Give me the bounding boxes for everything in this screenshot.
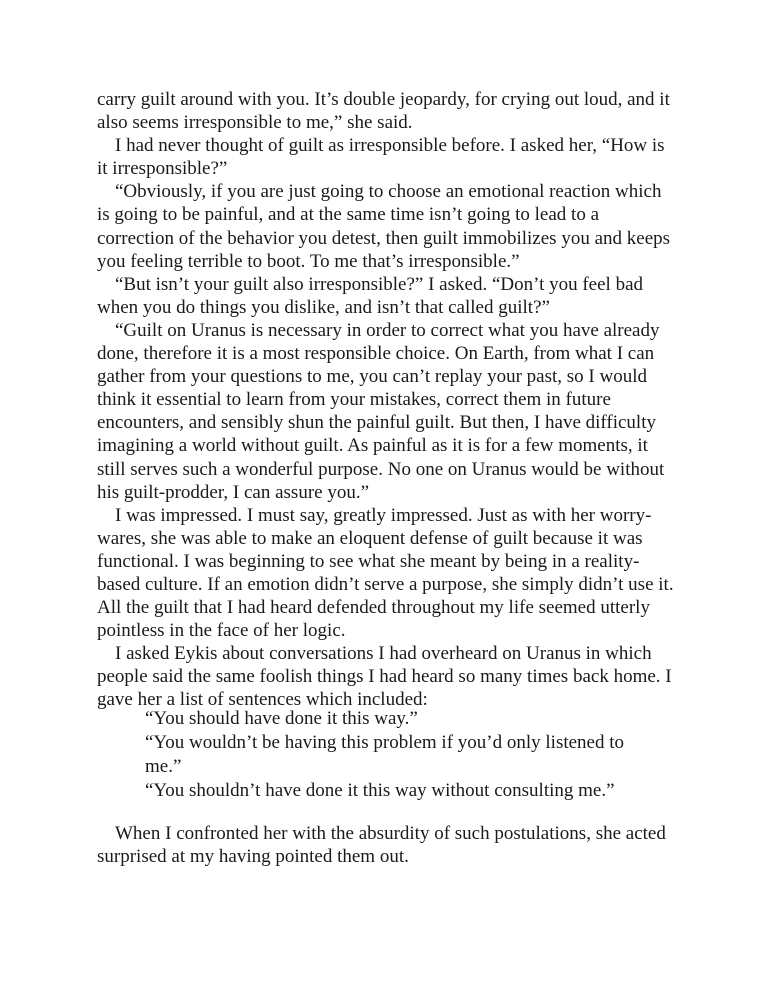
body-text-line: it irresponsible?” — [97, 158, 228, 180]
body-text-line: All the guilt that I had heard defended throughout my life seemed utterly — [97, 597, 650, 619]
body-text-line: functional. I was beginning to see what she meant by being in a reality- — [97, 550, 640, 572]
quote-line: “You should have done it this way.” — [145, 708, 418, 729]
body-text-line: still serves such a wonderful purpose. No one on Uranus would be without — [97, 458, 665, 480]
quote-line: me.” — [145, 756, 182, 778]
body-text-line: encounters, and sensibly shun the painful guilt. But then, I have difficulty — [97, 412, 656, 434]
body-text-line: think it essential to learn from your mistakes, correct them in future — [97, 389, 611, 411]
quoted-sentences — [145, 707, 645, 803]
body-text-line: you feeling terrible to boot. To me that’s irresponsible.” — [97, 250, 520, 272]
body-text-line: pointless in the face of her logic. — [97, 620, 346, 642]
body-text-line: “But isn’t your guilt also irresponsible?” I asked. “Don’t you feel bad — [115, 273, 644, 295]
body-text-line: “Obviously, if you are just going to choose an emotional reaction which — [115, 181, 662, 203]
body-text-line: when you do things you dislike, and isn’t that called guilt?” — [97, 296, 550, 318]
body-text-line: his guilt-prodder, I can assure you.” — [97, 481, 370, 503]
body-text-line: also seems irresponsible to me,” she said. — [97, 112, 413, 134]
closing-line: surprised at my having pointed them out. — [97, 846, 409, 868]
body-text-line: I asked Eykis about conversations I had overheard on Uranus in which — [115, 643, 652, 665]
body-text-line: imagining a world without guilt. As painful as it is for a few moments, it — [97, 435, 648, 457]
body-text-line: gave her a list of sentences which included: — [97, 689, 428, 711]
body-text-line: based culture. If an emotion didn’t serve a purpose, she simply didn’t use it. — [97, 573, 674, 595]
body-text-line: I had never thought of guilt as irresponsible before. I asked her, “How is — [115, 135, 665, 157]
quote-line: “You wouldn’t be having this problem if you’d only listened to — [145, 732, 625, 754]
body-text-line: wares, she was able to make an eloquent defense of guilt because it was — [97, 527, 643, 549]
body-text-line: “Guilt on Uranus is necessary in order to correct what you have already — [115, 319, 660, 341]
body-text-line: people said the same foolish things I had heard so many times back home. I — [97, 666, 672, 688]
body-text — [97, 88, 677, 712]
body-text-line: is going to be painful, and at the same time isn’t going to lead to a — [97, 204, 599, 226]
body-text-line: I was impressed. I must say, greatly impressed. Just as with her worry- — [115, 504, 652, 526]
body-text-line: correction of the behavior you detest, then guilt immobilizes you and keeps — [97, 227, 671, 249]
body-text-line: carry guilt around with you. It’s double jeopardy, for crying out loud, and it — [97, 89, 670, 110]
body-text-line: gather from your questions to me, you can’t replay your past, so I would — [97, 366, 648, 388]
quote-line: “You shouldn’t have done it this way without consulting me.” — [145, 780, 615, 802]
closing-line: When I confronted her with the absurdity of such postulations, she acted — [115, 823, 666, 844]
body-text-line: done, therefore it is a most responsible choice. On Earth, from what I can — [97, 343, 655, 365]
closing-paragraph — [97, 822, 677, 868]
